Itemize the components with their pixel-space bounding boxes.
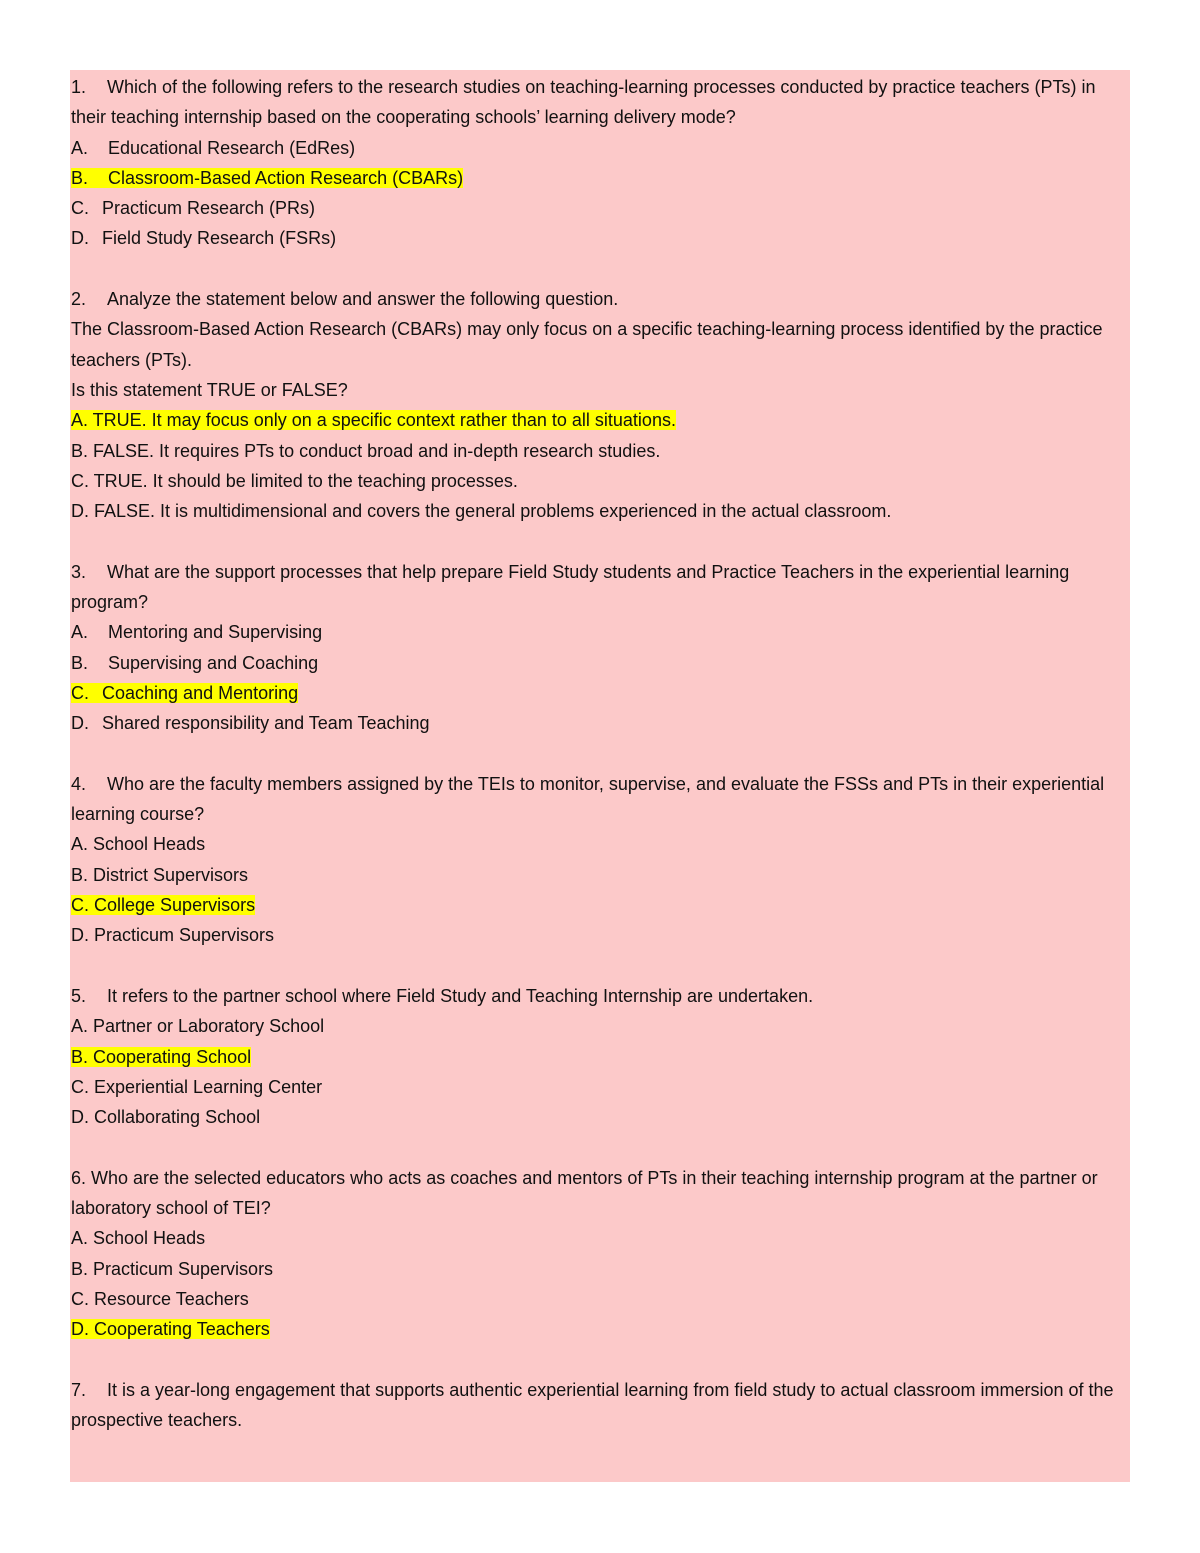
question-prompt: Is this statement TRUE or FALSE? (71, 379, 348, 400)
option-c: C. Experiential Learning Center (71, 1076, 323, 1097)
option-a: A. School Heads (71, 1228, 206, 1249)
question-4 (71, 769, 1123, 951)
question-stem: 3. What are the support processes that help prepare Field Study students and Practice Teachers in the experiential learning program? (71, 561, 1070, 613)
option-a: A. Mentoring and Supervising (71, 622, 323, 643)
option-c: C. TRUE. It should be limited to the teaching processes. (71, 470, 518, 491)
option-c: C. Practicum Research (PRs) (71, 198, 316, 219)
option-c-correct: C. Coaching and Mentoring (71, 682, 299, 703)
question-stem: 4. Who are the faculty members assigned by the TEIs to monitor, supervise, and evaluate the FSSs and PTs in their experiential learning course? (71, 773, 1105, 825)
option-a-correct: A. TRUE. It may focus only on a specific context rather than to all situations. (71, 410, 676, 431)
spacer (71, 526, 1123, 556)
question-stem: 2. Analyze the statement below and answer the following question. (71, 289, 619, 310)
option-a: A. Educational Research (EdRes) (71, 137, 356, 158)
quiz-document (71, 72, 1123, 1435)
question-6 (71, 1163, 1123, 1345)
question-stem: 7. It is a year-long engagement that supports authentic experiential learning from field study to actual classroom immersion of the prospective teachers. (71, 1379, 1114, 1431)
spacer (71, 739, 1123, 769)
spacer (71, 1344, 1123, 1374)
option-b: B. FALSE. It requires PTs to conduct broad and in-depth research studies. (71, 440, 661, 461)
option-a: A. Partner or Laboratory School (71, 1016, 325, 1037)
spacer (71, 254, 1123, 284)
option-d: D. Practicum Supervisors (71, 925, 275, 946)
option-d: D. Shared responsibility and Team Teaching (71, 713, 430, 734)
question-5 (71, 981, 1123, 1132)
option-c-correct: C. College Supervisors (71, 895, 256, 916)
option-d: D. Collaborating School (71, 1107, 261, 1128)
question-7 (71, 1375, 1123, 1436)
option-b: B. Practicum Supervisors (71, 1258, 274, 1279)
spacer (71, 951, 1123, 981)
question-statement: The Classroom-Based Action Research (CBARs) may only focus on a specific teaching-learning process identified by the practice teachers (PTs). (71, 319, 1103, 370)
question-1 (71, 72, 1123, 254)
spacer (71, 1132, 1123, 1162)
question-stem: 5. It refers to the partner school where Field Study and Teaching Internship are undertaken. (71, 985, 814, 1006)
question-2 (71, 284, 1123, 526)
question-stem: 1. Which of the following refers to the research studies on teaching-learning processes conducted by practice teachers (PTs) in their teaching internship based on the cooperating schools’ learning delivery mode? (71, 77, 1096, 128)
question-3 (71, 557, 1123, 739)
option-b-correct: B. Cooperating School (71, 1046, 252, 1067)
option-c: C. Resource Teachers (71, 1288, 249, 1309)
question-stem: 6. Who are the selected educators who acts as coaches and mentors of PTs in their teaching internship program at the partner or laboratory school of TEI? (71, 1167, 1098, 1218)
option-d: D. Field Study Research (FSRs) (71, 228, 337, 249)
option-b-correct: B. Classroom-Based Action Research (CBARs) (71, 167, 464, 188)
option-b: B. District Supervisors (71, 864, 249, 885)
option-b: B. Supervising and Coaching (71, 652, 319, 673)
option-d: D. FALSE. It is multidimensional and covers the general problems experienced in the actual classroom. (71, 501, 892, 522)
option-d-correct: D. Cooperating Teachers (71, 1319, 270, 1340)
option-a: A. School Heads (71, 834, 206, 855)
